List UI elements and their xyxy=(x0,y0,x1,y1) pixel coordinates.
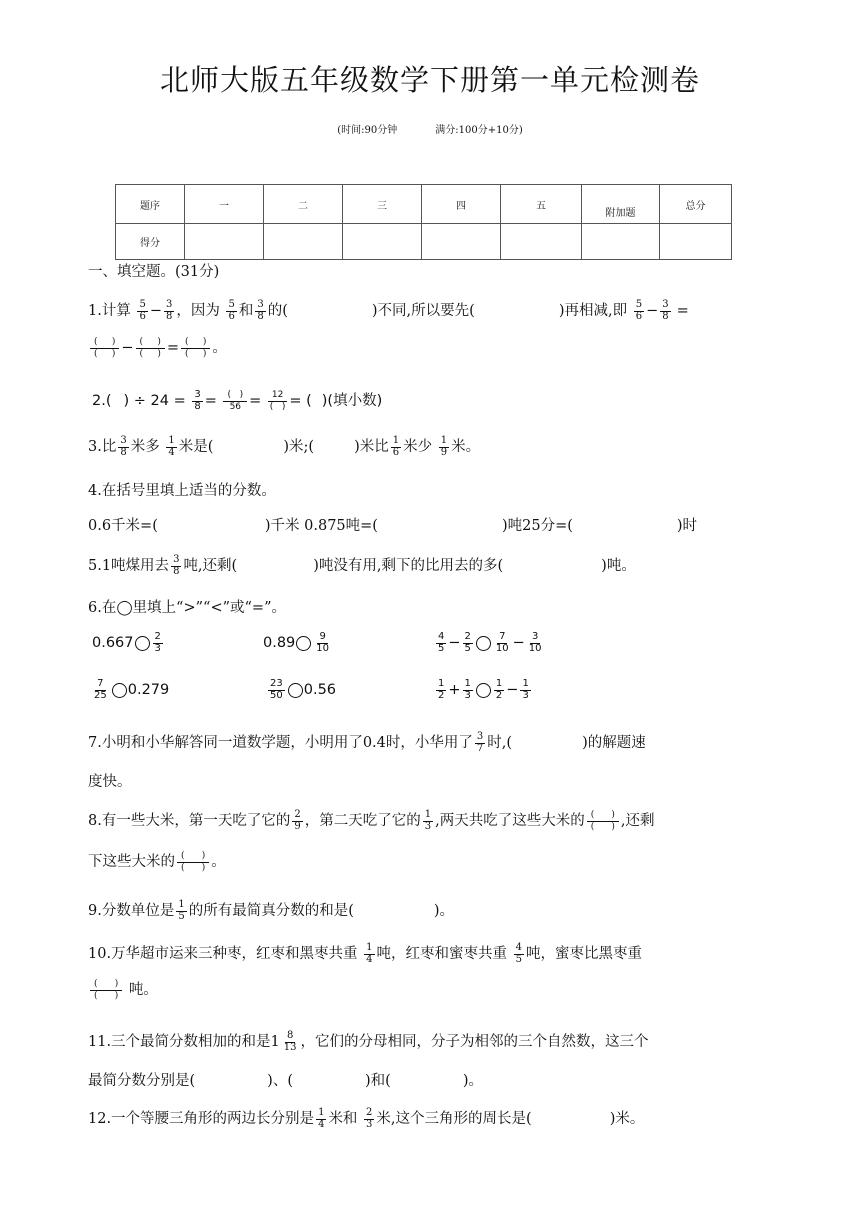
blank-fraction[interactable]: ( ) ( ) xyxy=(90,979,122,1001)
score-header: 总分 xyxy=(660,185,732,224)
question-7: 7.小明和小华解答同一道数学题，小明用了0.4时，小华用了 $\frac{3}{7}$ 时,( )的解题速 xyxy=(88,731,646,754)
fraction: $\frac{1}{4}$ xyxy=(318,1107,325,1130)
score-cell[interactable] xyxy=(185,224,264,260)
blank-fraction[interactable]: 12 ( ) xyxy=(269,390,286,412)
question-1-cont: ( ) ( ) − ( ) ( ) = ( ) ( ) 。 xyxy=(88,336,227,359)
time-limit: (时间:90分钟 xyxy=(337,125,398,136)
fraction: $\frac{7}{25}$ xyxy=(94,678,107,701)
compare-item: $\frac{1}{2}$ + $\frac{1}{3}$ $\frac{1}{2}$ − $\frac{1}{3}$ xyxy=(438,678,529,701)
question-11: 11.三个最简分数相加的和是1 $\frac{8}{13}$ ，它们的分母相同，分子为相邻的三个自然数，这三个 xyxy=(88,1030,649,1053)
fraction: $\frac{1}{5}$ xyxy=(178,899,185,922)
fraction: $\frac{3}{8}$ xyxy=(257,299,264,322)
fraction: $\frac{1}{6}$ xyxy=(392,435,400,458)
compare-circle[interactable] xyxy=(288,683,303,698)
blank-fraction[interactable]: ( ) ( ) xyxy=(181,337,210,359)
score-row-label: 得分 xyxy=(116,224,185,260)
compare-circle[interactable] xyxy=(296,636,311,651)
fraction: $\frac{4}{5}$ xyxy=(438,631,445,654)
compare-circle[interactable] xyxy=(476,636,491,651)
score-cell[interactable] xyxy=(264,224,343,260)
question-8: 8.有一些大米，第一天吃了它的 $\frac{2}{9}$ ，第二天吃了它的 $\frac{1}{3}$ ,两天共吃了这些大米的 ( ) ( ) ,还剩 xyxy=(88,809,655,832)
fraction: $\frac{7}{10}$ xyxy=(495,631,509,654)
fraction: $\frac{3}{8}$ xyxy=(662,299,669,322)
fraction: $\frac{5}{6}$ xyxy=(635,299,643,322)
question-10: 10.万华超市运来三种枣，红枣和黑枣共重 $\frac{1}{4}$ 吨，红枣和蜜枣共重 $\frac{4}{5}$ 吨，蜜枣比黑枣重 xyxy=(88,942,643,965)
question-7-cont: 度快。 xyxy=(88,774,132,790)
compare-item: $\frac{23}{50}$ 0.56 xyxy=(270,678,337,701)
fraction: $\frac{3}{8}$ xyxy=(120,435,127,458)
score-cell[interactable] xyxy=(501,224,582,260)
fraction: $\frac{1}{9}$ xyxy=(440,435,448,458)
fraction: $\frac{1}{2}$ xyxy=(495,678,503,701)
question-3: 3.比 $\frac{3}{8}$ 米多 $\frac{1}{4}$ 米是( )米;( )米比 $\frac{1}{6}$ 米少 $\frac{1}{9}$ 米。 xyxy=(88,435,481,458)
score-table xyxy=(115,184,732,260)
score-header: 四 xyxy=(422,185,501,224)
blank-fraction[interactable]: ( ) 56 xyxy=(223,390,247,412)
compare-circle[interactable] xyxy=(112,683,127,698)
question-1: 1.计算 $\frac{5}{6}$ − $\frac{3}{8}$ ，因为 $\frac{5}{6}$ 和 $\frac{3}{8}$ 的( )不同,所以要先( )再相减,即 $\frac{5}{6}$ − $\frac{3}{8}$ = xyxy=(88,299,689,322)
fraction: $\frac{1}{4}$ xyxy=(168,435,175,458)
blank-fraction[interactable]: ( ) ( ) xyxy=(587,810,619,832)
compare-item: 0.89 $\frac{9}{10}$ xyxy=(263,631,330,654)
score-cell[interactable] xyxy=(660,224,732,260)
question-6: 6.在◯里填上“>”“<”或“=”。 xyxy=(88,600,286,616)
fraction: $\frac{1}{2}$ xyxy=(438,678,445,701)
fraction: $\frac{9}{10}$ xyxy=(316,631,330,654)
score-cell[interactable] xyxy=(343,224,422,260)
fraction: $\frac{1}{4}$ xyxy=(366,942,373,965)
score-header: 五 xyxy=(501,185,582,224)
compare-circle[interactable] xyxy=(135,636,150,651)
score-header: 二 xyxy=(264,185,343,224)
fraction: $\frac{3}{8}$ xyxy=(194,389,201,412)
fraction: $\frac{3}{10}$ xyxy=(528,631,542,654)
fraction: $\frac{4}{5}$ xyxy=(515,942,523,965)
score-cell[interactable] xyxy=(422,224,501,260)
fraction: $\frac{3}{8}$ xyxy=(173,554,180,577)
full-score: 满分:100分+10分) xyxy=(435,125,523,136)
section-heading: 一、填空题。(31分) xyxy=(88,264,220,280)
compare-item: 0.667 $\frac{2}{3}$ xyxy=(92,631,161,654)
fraction: $\frac{23}{50}$ xyxy=(270,678,283,701)
fraction: $\frac{1}{3}$ xyxy=(464,678,471,701)
score-cell[interactable] xyxy=(582,224,660,260)
fraction: $\frac{8}{13}$ xyxy=(283,1030,297,1053)
compare-item: $\frac{7}{25}$ 0.279 xyxy=(94,678,170,701)
question-10-cont: ( ) ( ) 吨。 xyxy=(88,978,158,1001)
question-9: 9.分数单位是 $\frac{1}{5}$ 的所有最简真分数的和是( )。 xyxy=(88,899,455,922)
blank-fraction[interactable]: ( ) ( ) xyxy=(136,337,165,359)
page-title: 北师大版五年级数学下册第一单元检测卷 xyxy=(159,63,700,97)
question-12: 12.一个等腰三角形的两边长分别是 $\frac{1}{4}$ 米和 $\frac{2}{3}$ 米,这个三角形的周长是( )米。 xyxy=(88,1107,645,1130)
fraction: $\frac{3}{7}$ xyxy=(476,731,484,754)
question-4-items: 0.6千米=( )千米 0.875吨=( )吨25分=( )时 xyxy=(88,518,698,534)
fraction: $\frac{5}{6}$ xyxy=(228,299,235,322)
blank-fraction[interactable]: ( ) ( ) xyxy=(177,851,209,873)
fraction: $\frac{2}{9}$ xyxy=(294,809,301,832)
fraction: $\frac{5}{6}$ xyxy=(139,299,146,322)
compare-item: $\frac{4}{5}$ − $\frac{2}{5}$ $\frac{7}{10}$ − $\frac{3}{10}$ xyxy=(438,631,542,654)
question-4: 4.在括号里填上适当的分数。 xyxy=(88,483,276,499)
score-header: 附加题 xyxy=(582,185,660,224)
fraction: $\frac{2}{3}$ xyxy=(154,631,161,654)
fraction: $\frac{3}{8}$ xyxy=(165,299,173,322)
score-header: 一 xyxy=(185,185,264,224)
question-5: 5.1吨煤用去 $\frac{3}{8}$ 吨,还剩( )吨没有用,剩下的比用去的多( )吨。 xyxy=(88,554,636,577)
blank-fraction[interactable]: ( ) ( ) xyxy=(90,337,119,359)
fraction: $\frac{2}{3}$ xyxy=(366,1107,373,1130)
score-header: 题序 xyxy=(116,185,185,224)
score-header: 三 xyxy=(343,185,422,224)
fraction: $\frac{1}{3}$ xyxy=(424,809,432,832)
question-11-cont: 最简分数分别是( )、( )和( )。 xyxy=(88,1073,483,1089)
compare-circle[interactable] xyxy=(476,683,491,698)
fraction: $\frac{1}{3}$ xyxy=(522,678,529,701)
exam-info xyxy=(0,121,860,136)
question-2: 2.( ) ÷ 24 = $\frac{3}{8}$ = ( ) 56 = 12 ( ) = ( )(填小数) xyxy=(92,389,383,412)
question-8-cont: 下这些大米的 ( ) ( ) 。 xyxy=(88,851,226,873)
fraction: $\frac{2}{5}$ xyxy=(464,631,471,654)
